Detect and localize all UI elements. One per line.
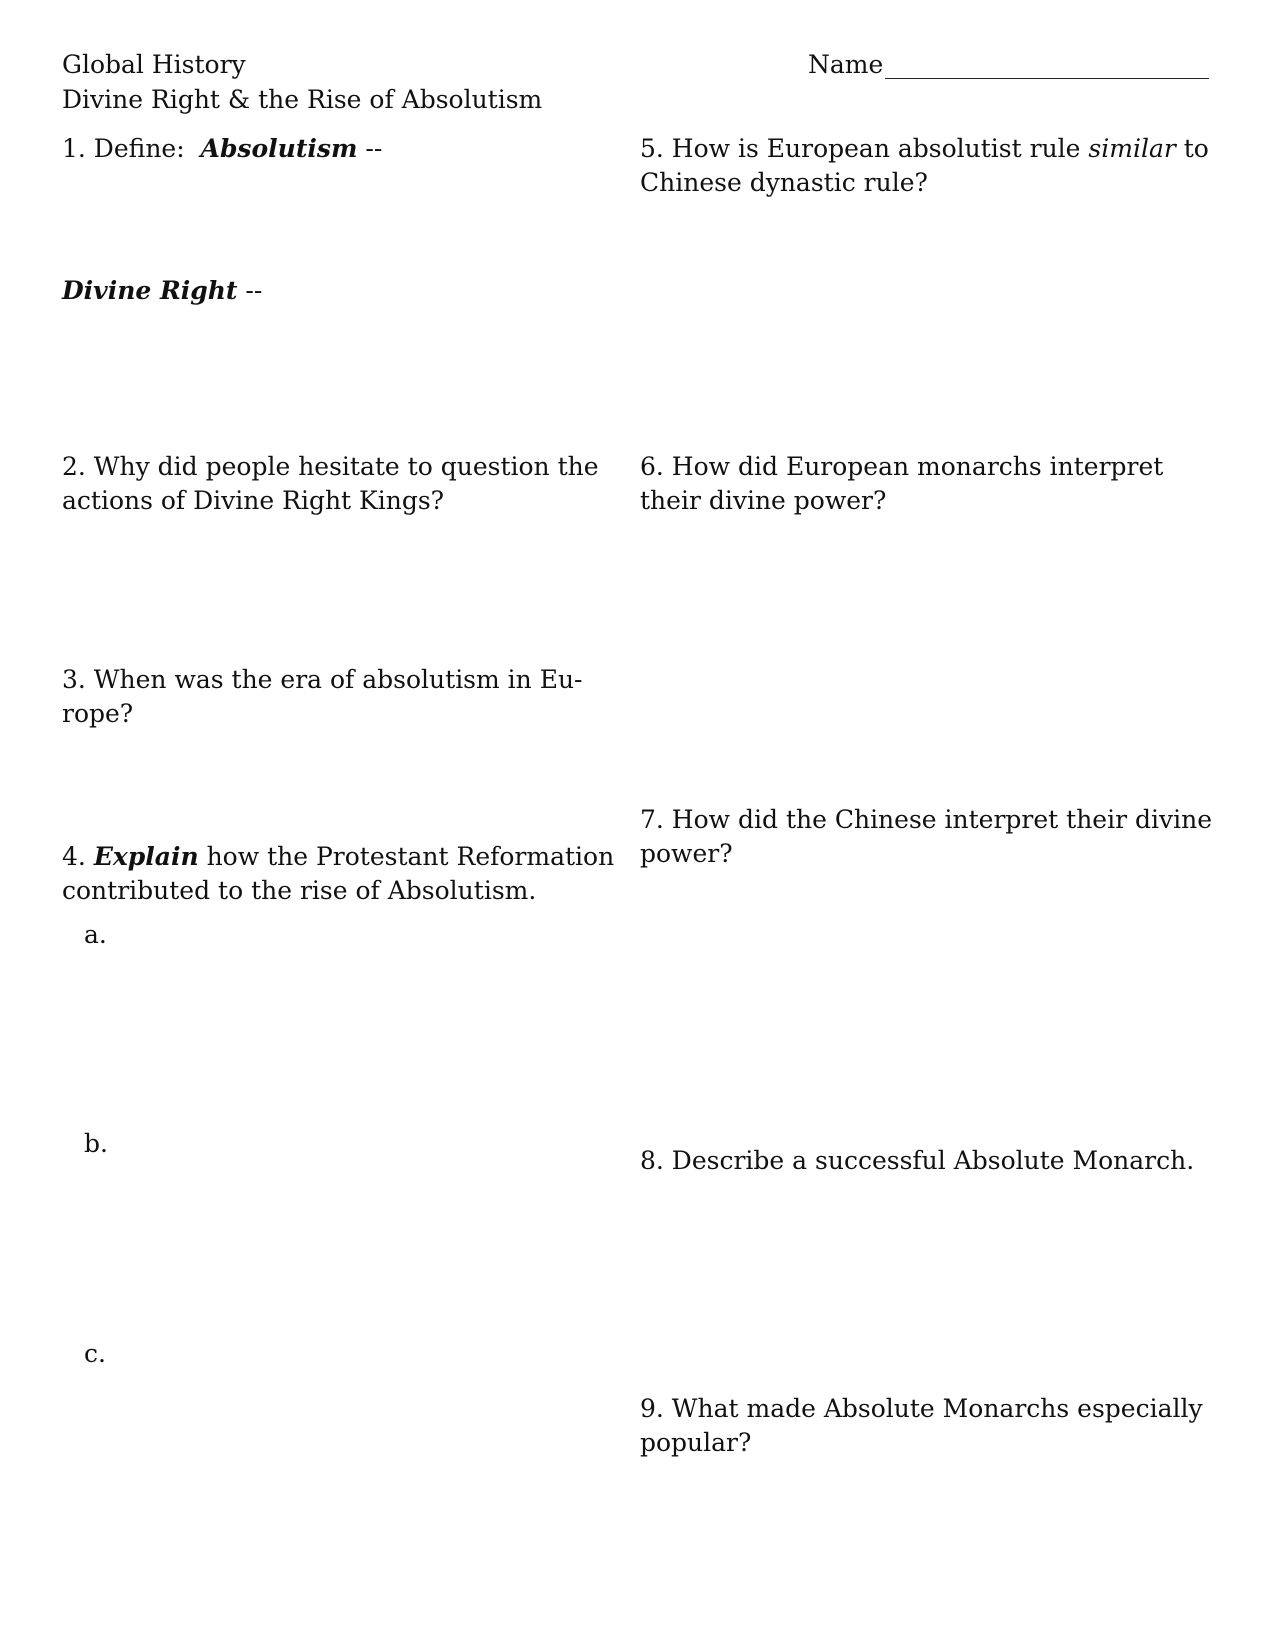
question-8-line-1: 8. Describe a successful Absolute Monarch. <box>640 1146 1195 1175</box>
question-9-line-1: 9. What made Absolute Monarchs especially <box>640 1394 1203 1423</box>
worksheet-title: Divine Right & the Rise of Absolutism <box>62 85 543 114</box>
question-3-line-1: 3. When was the era of absolutism in Eu- <box>62 665 583 694</box>
question-4 <box>62 840 614 908</box>
course-title: Global History <box>62 50 246 79</box>
question-8 <box>640 1144 1194 1178</box>
divine-right-suffix: -- <box>237 276 263 305</box>
sub-item-b: b. <box>84 1129 108 1158</box>
question-6 <box>640 450 1163 518</box>
question-6-line-2: their divine power? <box>640 486 887 515</box>
question-1-prefix: 1. Define: <box>62 134 185 163</box>
question-1 <box>62 132 382 166</box>
question-4-line-1 <box>62 840 614 874</box>
question-9 <box>640 1392 1203 1460</box>
question-1-divine-right <box>62 274 262 308</box>
question-6-line-1: 6. How did European monarchs interpret <box>640 452 1164 481</box>
sub-item-c: c. <box>84 1339 106 1368</box>
question-5-emphasis: similar <box>1088 134 1176 163</box>
name-label: Name <box>808 50 884 79</box>
question-2-line-1: 2. Why did people hesitate to question the <box>62 452 599 481</box>
question-4-line-2: contributed to the rise of Absolutism. <box>62 876 537 905</box>
question-3-line-2: rope? <box>62 699 134 728</box>
question-2 <box>62 450 599 518</box>
question-4-line-1-rest: how the Protestant Reformation <box>198 842 615 871</box>
question-7-line-1: 7. How did the Chinese interpret their divine <box>640 805 1213 834</box>
question-5-pre: 5. How is European absolutist rule <box>640 134 1089 163</box>
question-2-line-2: actions of Divine Right Kings? <box>62 486 445 515</box>
question-5-line-1 <box>640 132 1209 166</box>
question-9-line-2: popular? <box>640 1428 752 1457</box>
question-7 <box>640 803 1212 871</box>
name-blank-line[interactable] <box>885 78 1209 79</box>
question-5-line-2: Chinese dynastic rule? <box>640 168 928 197</box>
question-7-line-2: power? <box>640 839 733 868</box>
term-divine-right: Divine Right <box>62 276 238 305</box>
question-4-number: 4. <box>62 842 94 871</box>
term-absolutism: Absolutism <box>200 134 358 163</box>
question-3 <box>62 663 583 731</box>
question-1-suffix: -- <box>357 134 383 163</box>
question-5-post: to <box>1175 134 1209 163</box>
question-5 <box>640 132 1209 200</box>
sub-item-a: a. <box>84 920 107 949</box>
question-4-emphasis: Explain <box>93 842 199 871</box>
